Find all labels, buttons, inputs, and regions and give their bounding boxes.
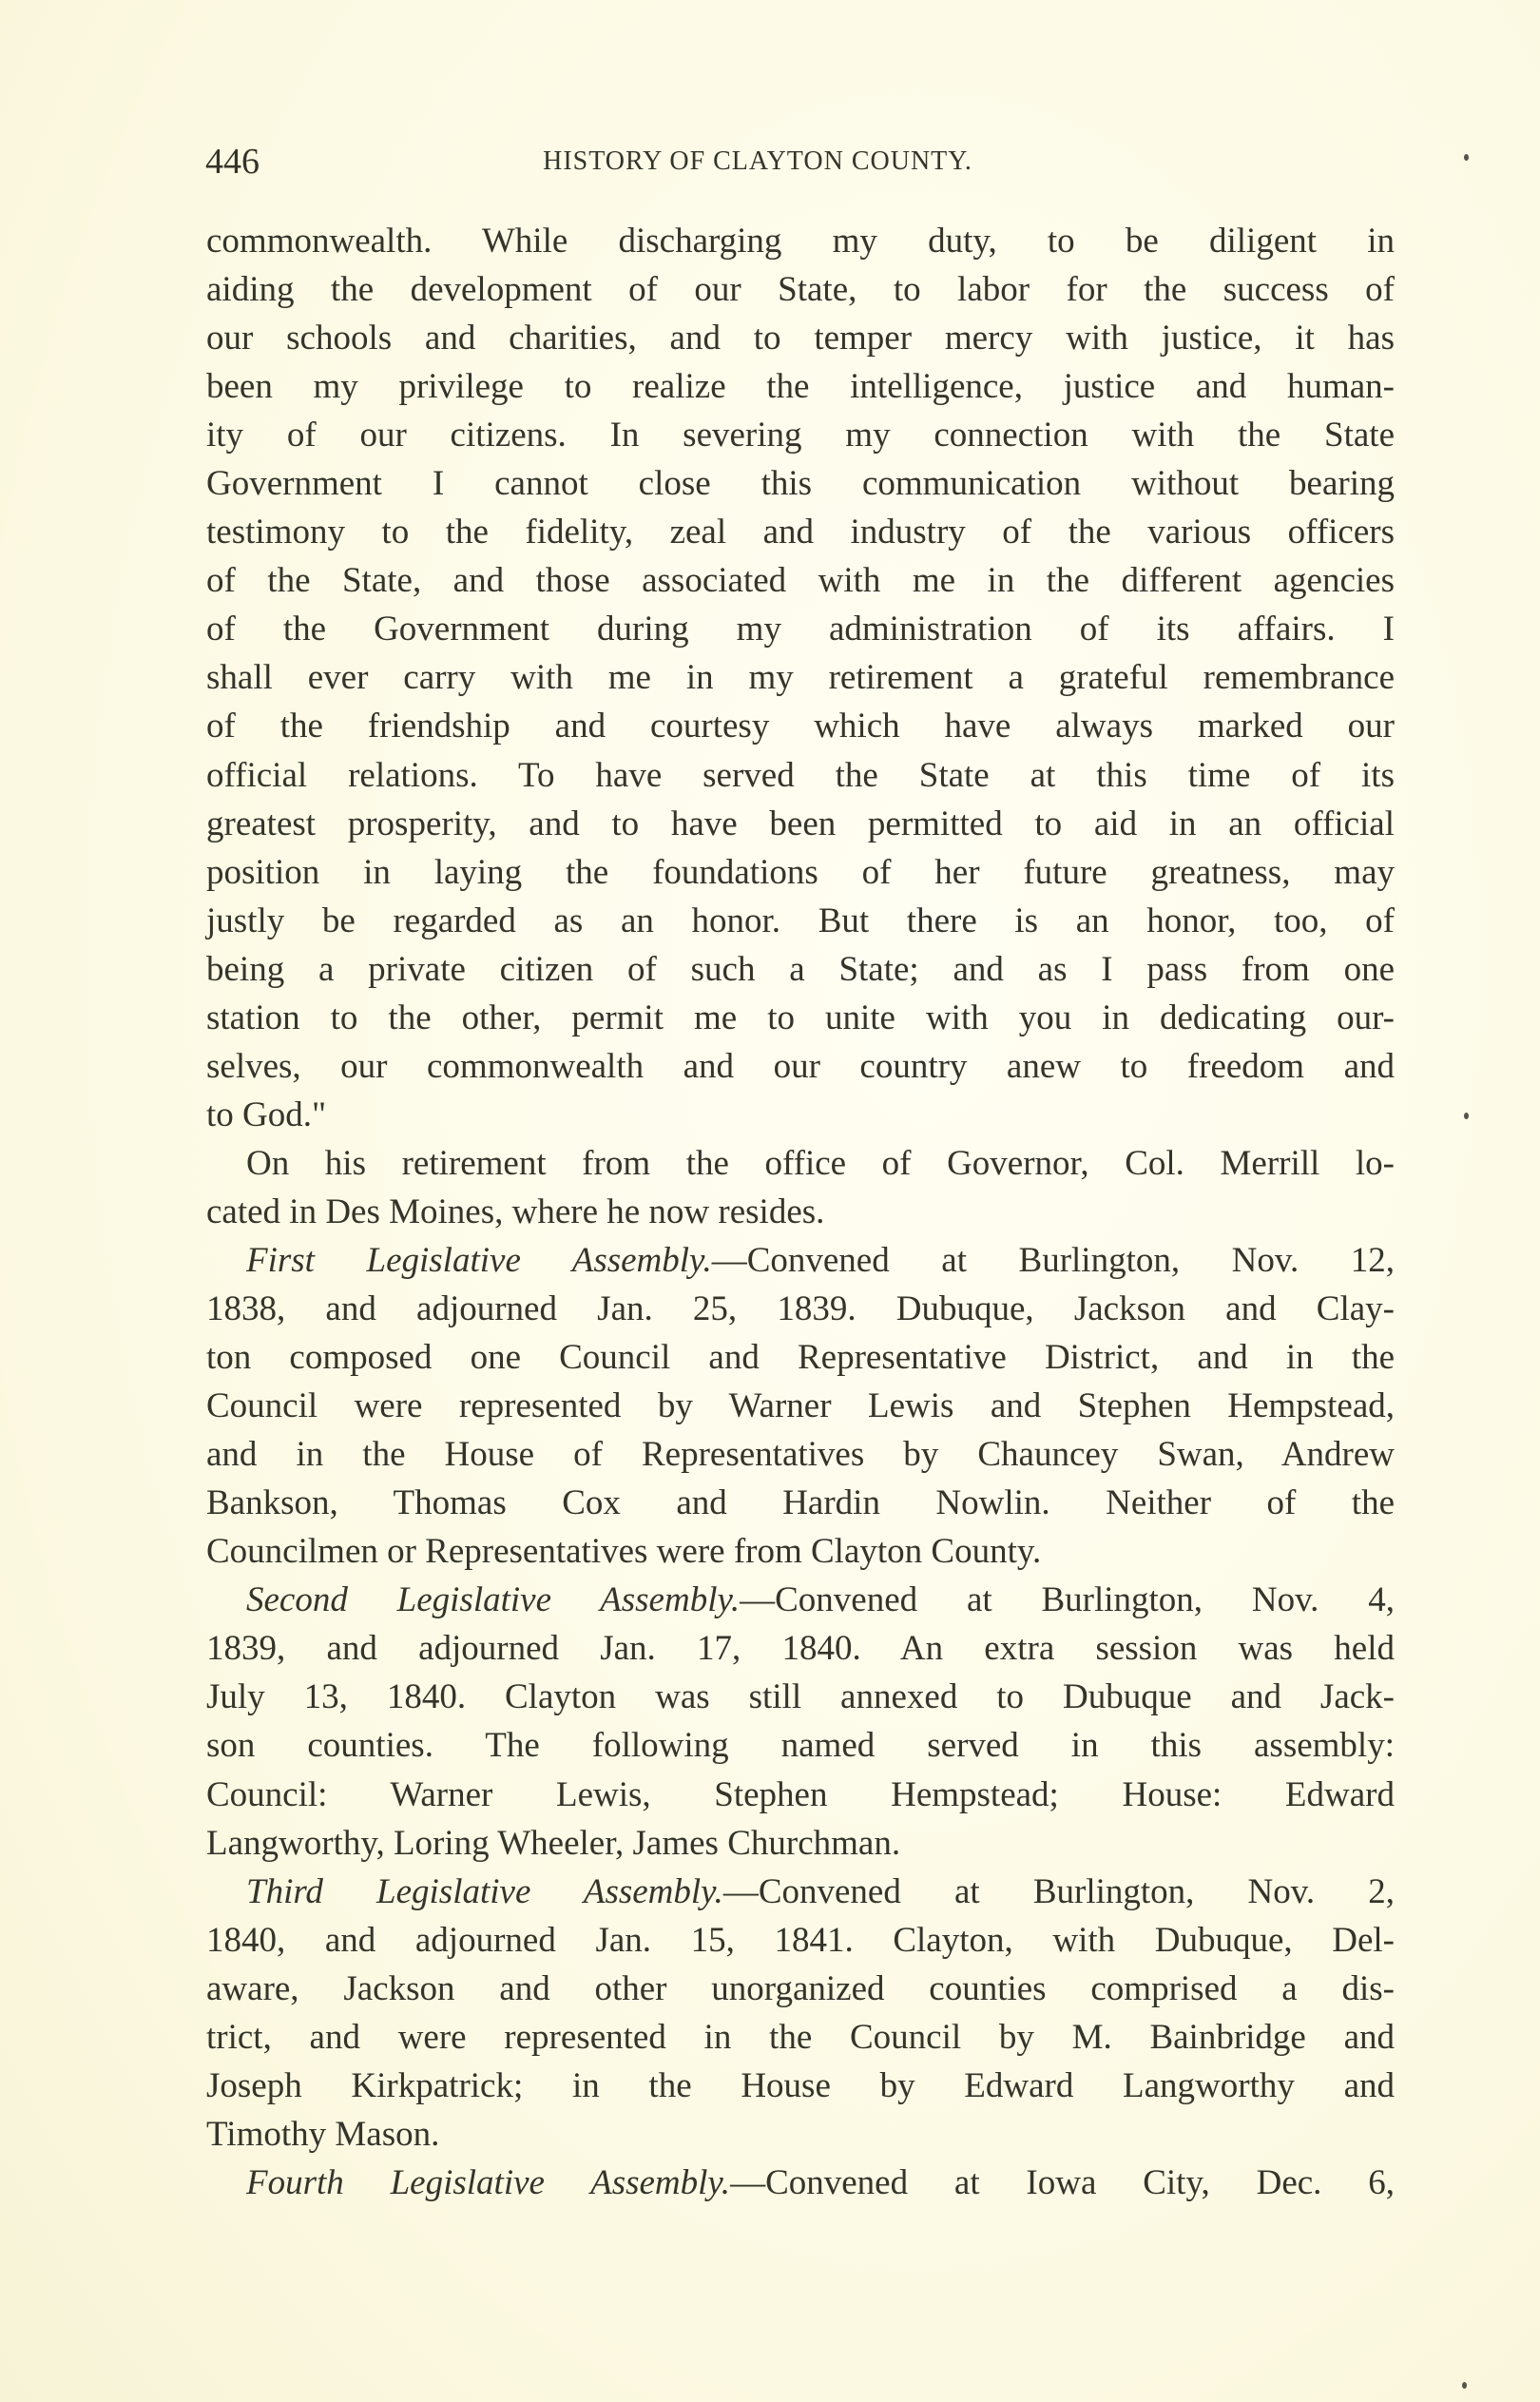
section-heading-line — [206, 1576, 1395, 1624]
line-text: Timothy Mason. — [206, 2114, 440, 2154]
text-line — [206, 1965, 1395, 2013]
text-line — [206, 1479, 1395, 1527]
text-line — [206, 459, 1395, 508]
line-text: of the friendship and courtesy which have always marked our — [206, 707, 1395, 746]
text-line — [206, 1285, 1395, 1333]
text-line — [206, 362, 1395, 411]
line-text: selves, our commonwealth and our country anew to freedom and — [206, 1046, 1395, 1086]
page-number: 446 — [205, 142, 260, 182]
text-line — [206, 702, 1395, 750]
text-line — [206, 2062, 1395, 2110]
print-speck — [1462, 2382, 1467, 2389]
text-line — [206, 508, 1395, 556]
text-line — [206, 1771, 1395, 1819]
text-line — [206, 1673, 1395, 1721]
line-text: Government I cannot close this communication without bearing — [206, 464, 1395, 504]
line-text: ton composed one Council and Representative District, and in the — [206, 1338, 1395, 1378]
line-text: position in laying the foundations of her future greatness, may — [206, 852, 1395, 892]
line-text: station to the other, permit me to unite with you in dedicating our- — [206, 998, 1395, 1037]
line-text: On his retirement from the office of Governor, Col. Merrill lo- — [246, 1143, 1395, 1183]
line-text: aiding the development of our State, to labor for the success of — [206, 270, 1395, 310]
line-text: Council were represented by Warner Lewis and Stephen Hempstead, — [206, 1386, 1395, 1426]
line-text: Council: Warner Lewis, Stephen Hempstead; House: Edward — [206, 1774, 1395, 1814]
text-line — [206, 848, 1395, 897]
line-text: 1839, and adjourned Jan. 17, 1840. An extra session was held — [206, 1629, 1395, 1669]
text-line — [206, 897, 1395, 945]
assembly-title: First Legislative Assembly. — [246, 1240, 712, 1280]
line-text: —Convened at Burlington, Nov. 2, — [722, 1871, 1395, 1911]
line-text: our schools and charities, and to temper mercy with justice, it has — [206, 319, 1395, 358]
text-line — [206, 1139, 1395, 1188]
text-line — [206, 1091, 1395, 1139]
text-line — [206, 1042, 1395, 1091]
line-text: Councilmen or Representatives were from Clayton County. — [206, 1532, 1042, 1572]
text-line — [206, 653, 1395, 702]
text-line — [206, 1382, 1395, 1430]
text-line — [206, 1333, 1395, 1382]
text-line — [206, 411, 1395, 459]
text-line — [206, 556, 1395, 605]
print-speck — [1464, 154, 1469, 161]
text-line — [206, 1819, 1395, 1868]
line-text: justly be regarded as an honor. But there is an honor, too, of — [206, 901, 1395, 940]
line-text: —Convened at Burlington, Nov. 4, — [740, 1580, 1395, 1620]
line-text: July 13, 1840. Clayton was still annexed to Dubuque and Jack- — [206, 1677, 1395, 1717]
text-line — [206, 2110, 1395, 2159]
line-text: shall ever carry with me in my retirement a grateful remembrance — [206, 658, 1395, 698]
assembly-title: Third Legislative Assembly. — [246, 1871, 723, 1911]
text-line — [206, 1916, 1395, 1965]
line-text: ity of our citizens. In severing my connection with the State — [206, 416, 1395, 455]
text-line — [206, 1527, 1395, 1576]
body-text — [206, 217, 1395, 2207]
text-line — [206, 800, 1395, 848]
line-text: to God." — [206, 1094, 327, 1134]
text-line — [206, 1188, 1395, 1236]
text-line — [206, 605, 1395, 653]
text-line — [206, 217, 1395, 265]
line-text: Bankson, Thomas Cox and Hardin Nowlin. Neither of the — [206, 1483, 1395, 1523]
assembly-title: Second Legislative Assembly. — [246, 1580, 741, 1620]
line-text: —Convened at Burlington, Nov. 12, — [711, 1240, 1396, 1280]
text-line — [206, 265, 1395, 314]
text-line — [206, 994, 1395, 1042]
line-text: of the State, and those associated with me in the different agencies — [206, 561, 1395, 601]
line-text: trict, and were represented in the Council by M. Bainbridge and — [206, 2017, 1395, 2057]
line-text: and in the House of Representatives by Chauncey Swan, Andrew — [206, 1435, 1395, 1475]
section-heading-line — [206, 1868, 1395, 1916]
line-text: cated in Des Moines, where he now resides. — [206, 1191, 825, 1231]
line-text: commonwealth. While discharging my duty, to be diligent in — [206, 222, 1395, 261]
text-line — [206, 314, 1395, 362]
line-text: being a private citizen of such a State; and as I pass from one — [206, 949, 1395, 989]
text-line — [206, 1721, 1395, 1770]
line-text: 1840, and adjourned Jan. 15, 1841. Clayton, with Dubuque, Del- — [206, 1920, 1395, 1960]
line-text: of the Government during my administration of its affairs. I — [206, 610, 1395, 649]
assembly-title: Fourth Legislative Assembly. — [246, 2162, 731, 2202]
line-text: son counties. The following named served in this assembly: — [206, 1726, 1395, 1766]
print-speck — [1464, 1113, 1469, 1119]
text-line — [206, 751, 1395, 800]
line-text: 1838, and adjourned Jan. 25, 1839. Dubuque, Jackson and Clay- — [206, 1289, 1395, 1329]
line-text: greatest prosperity, and to have been permitted to aid in an official — [206, 804, 1395, 843]
section-heading-line — [206, 2159, 1395, 2207]
text-line — [206, 945, 1395, 994]
line-text: official relations. To have served the State at this time of its — [206, 755, 1395, 795]
page-header — [205, 141, 1396, 183]
line-text: —Convened at Iowa City, Dec. 6, — [730, 2162, 1395, 2202]
running-title: HISTORY OF CLAYTON COUNTY. — [543, 146, 972, 176]
line-text: Joseph Kirkpatrick; in the House by Edward Langworthy and — [206, 2065, 1395, 2105]
text-line — [206, 1624, 1395, 1673]
line-text: been my privilege to realize the intelligence, justice and human- — [206, 367, 1395, 407]
text-line — [206, 2013, 1395, 2062]
text-line — [206, 1430, 1395, 1479]
section-heading-line — [206, 1236, 1395, 1285]
line-text: aware, Jackson and other unorganized counties comprised a dis- — [206, 1968, 1395, 2008]
line-text: testimony to the fidelity, zeal and industry of the various officers — [206, 513, 1395, 552]
line-text: Langworthy, Loring Wheeler, James Churchman. — [206, 1823, 901, 1863]
